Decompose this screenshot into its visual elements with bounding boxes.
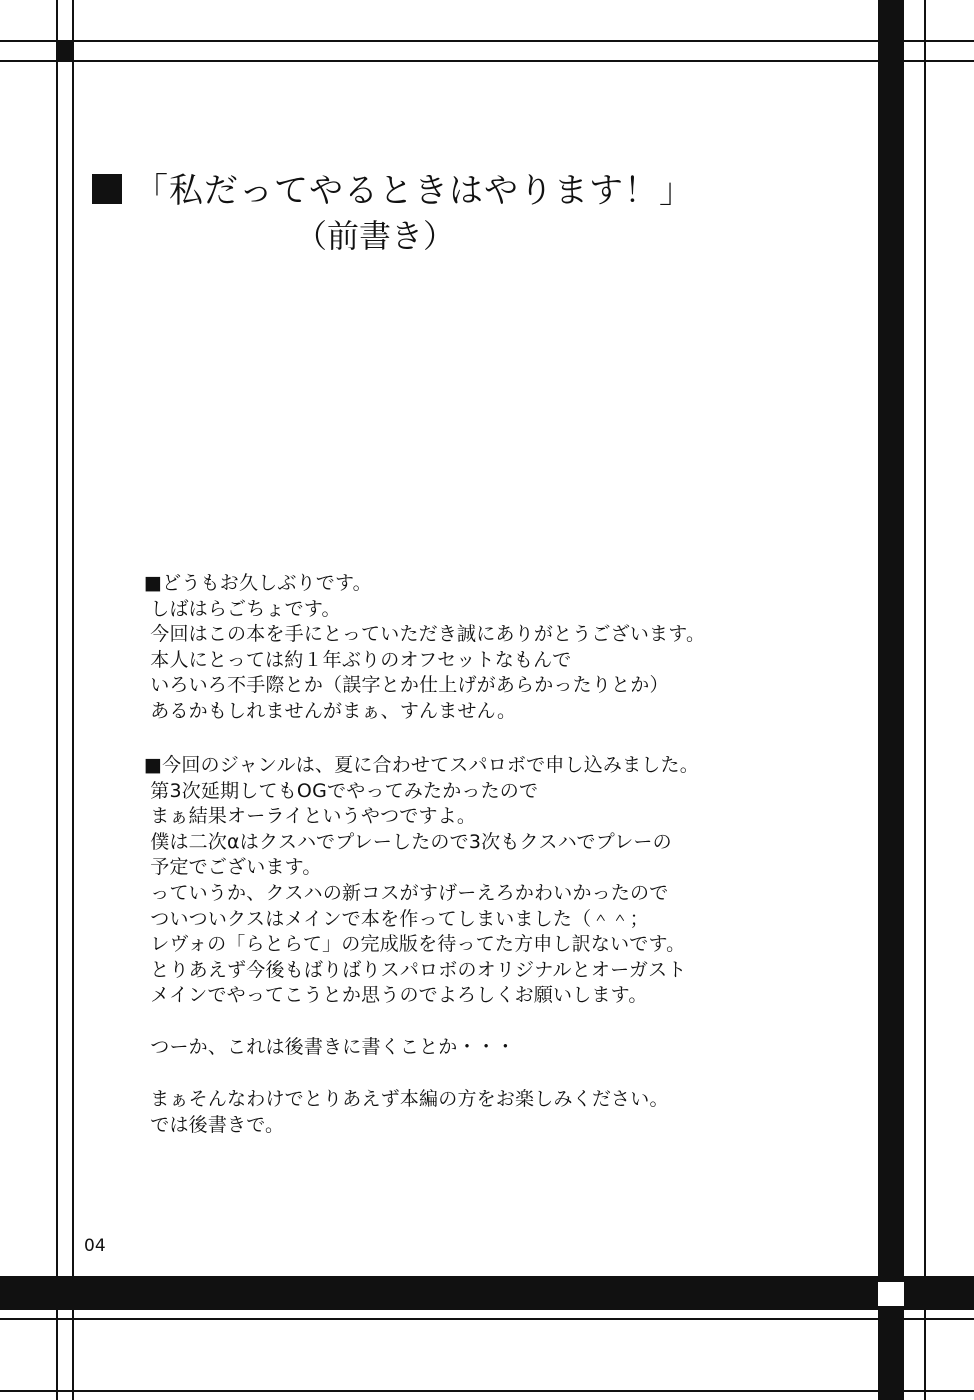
frame-right-bar <box>878 0 904 1400</box>
page-number: 04 <box>84 1236 106 1256</box>
paragraph-aside: つーか、これは後書きに書くことか・・・ <box>144 1036 516 1058</box>
title-bullet-icon <box>92 174 122 204</box>
frame-top-rule <box>0 40 974 42</box>
page-title <box>92 168 694 214</box>
frame-right-rule <box>924 0 926 1400</box>
frame-bottom-bar <box>0 1276 974 1310</box>
frame-left-rule-2 <box>72 0 74 1400</box>
paragraph-closing: まぁそんなわけでとりあえず本編の方をお楽しみください。 では後書きで。 <box>150 1088 669 1136</box>
frame-left-rule <box>56 0 58 1400</box>
frame-bottom-gap <box>878 1282 904 1306</box>
frame-top-rule-2 <box>0 60 974 62</box>
paragraph-greeting: ■どうもお久しぶりです。 しばはらごちょです。 今回はこの本を手にとっていただき誠にありがとうございます。 本人にとっては約１年ぶりのオフセットなもんで いろいろ不手際とか（誤字とか仕上げがあらかったりとか） あるかもしれませんがまぁ、すんません。 <box>144 572 706 722</box>
frame-bottom-rule-2 <box>0 1390 974 1392</box>
paragraph-genre: ■今回のジャンルは、夏に合わせてスパロボで申し込みました。 第3次延期してもOGでやってみたかったので まぁ結果オーライというやつですよ。 僕は二次αはクスハでプレーしたので3次もクスハでプレーの 予定でございます。 っていうか、クスハの新コスがすげーえろかわいかったので ついついクスはメインで本を作ってしまいました（＾＾； レヴォの「らとらて」の完成版を待ってた方申し訳ないです。 とりあえず今後もばりばりスパロボのオリジナルとオーガスト メインでやってこうとか思うのでよろしくお願いします。 <box>144 754 699 1007</box>
frame-bottom-rule <box>0 1318 974 1320</box>
page-title-text: 「私だってやるときはやります！」 <box>134 171 694 211</box>
page-subtitle: （前書き） <box>295 217 456 255</box>
